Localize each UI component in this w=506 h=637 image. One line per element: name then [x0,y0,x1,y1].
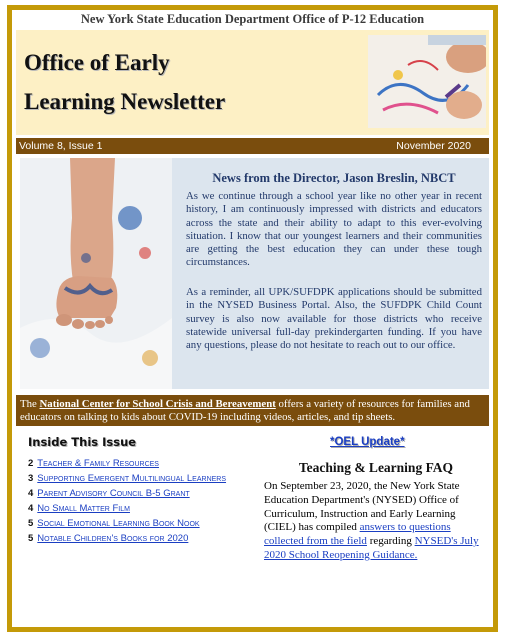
ncscb-link[interactable]: National Center for School Crisis and Bereavement [39,398,276,410]
faq-body-prefix: On September 23, 2020, the New York State Education Department's (NYSED) Office of Curriculum, Instruction and Early Learning (CIEL) has compiled [264,480,460,534]
director-paragraph-1: As we continue through a school year like no other year in recent history, I am continuously impressed with districts and educators across the state and their ability to adapt to this ever-evolving situation. I know that our youngest learners and their communities are getting the best education they can under these tough circumstances. [186,190,482,269]
toc-link-teacher-family-resources[interactable]: Teacher & Family Resources [37,458,159,469]
child-drawing-photo [368,35,486,128]
issue-date: November 2020 [396,140,471,152]
director-heading: News from the Director, Jason Breslin, NBCT [212,171,456,185]
resource-prefix: The [20,398,40,410]
reopening-guidance-link[interactable]: NYSED's July 2020 School Reopening Guidance. [264,535,479,561]
faq-body-mid: regarding [366,535,415,548]
toc-item [28,471,226,486]
toc-link-no-small-matter[interactable]: No Small Matter Film [37,503,130,514]
toc-page-number: 2 [28,458,34,469]
toc-item [28,531,226,546]
toc-link-notable-books[interactable]: Notable Children's Books for 2020 [37,533,189,544]
oel-update-link[interactable]: *OEL Update* [330,436,405,448]
toc-page-number: 5 [28,533,34,544]
newsletter-title-line1: Office of Early [24,50,170,75]
director-paragraph-2: As a reminder, all UPK/SUFDPK applications should be submitted in the NYSED Business Portal. Also, the SUFDPK Child Count survey is also now available for those districts who receive statewide universal full-day prekindergarten funding. If you have any questions, please do not hesitate to reach out to our office. [186,286,482,352]
department-name: New York State Education Department Office of P-12 Education [80,12,425,26]
issue-bar [16,138,489,154]
table-of-contents [28,456,226,546]
resource-suffix: offers a variety of resources for families and educators on talking to kids about COVID-19 including videos, articles, and tip sheets. [20,398,470,423]
toc-link-parent-advisory-council[interactable]: Parent Advisory Council B-5 Grant [37,488,190,499]
toc-page-number: 3 [28,473,34,484]
faq-heading: Teaching & Learning FAQ [298,460,454,475]
covid-resource-banner [16,395,489,426]
toc-item [28,501,226,516]
newsletter-title-line2: Learning Newsletter [24,89,226,114]
toc-page-number: 5 [28,518,34,529]
title-banner [16,30,489,135]
toc-item [28,516,226,531]
inside-this-issue-heading: Inside This Issue [28,435,137,449]
volume-label: Volume 8, Issue 1 [19,140,103,152]
faq-answers-link[interactable]: answers to questions collected from the field [264,521,451,548]
toc-link-multilingual-learners[interactable]: Supporting Emergent Multilingual Learners [37,473,227,484]
toc-link-sel-book-nook[interactable]: Social Emotional Learning Book Nook [37,518,200,529]
director-feature [20,158,489,389]
newsletter-page [7,5,498,632]
painted-foot-photo [20,158,172,389]
toc-item [28,456,226,471]
toc-page-number: 4 [28,503,34,514]
faq-body-text [264,480,484,563]
toc-page-number: 4 [28,488,34,499]
toc-item [28,486,226,501]
